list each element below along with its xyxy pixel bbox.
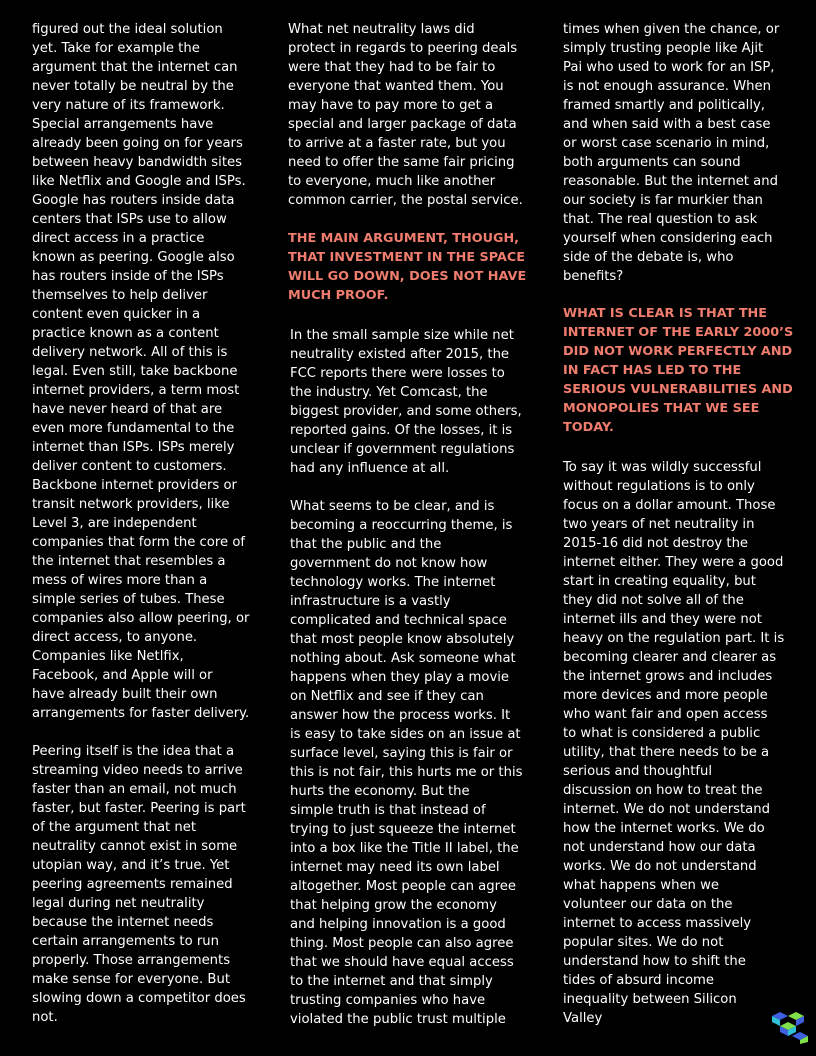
paragraph: What net neutrality laws did protect in regards to peering deals were that they had to be fair to everyone that wanted them. You may have to pay more to get a special and larger package of data to arrive at a faster rate, but you need to offer the same fair pricing to everyone, much like another common carrier, the postal service. (288, 22, 523, 208)
paragraph: Peering itself is the idea that a streaming video needs to arrive faster than an email, not much faster, but faster. Peering is part of the argument that net neutrality cannot exist in some utopian way, and it’s true. Yet peering agreements remained legal during net neutrality because the internet needs certain arrangements to run properly. Those arrangements make sense for everyone. But slowing down a competitor does not. (32, 744, 246, 1025)
pull-quote-heading: THE MAIN ARGUMENT, THOUGH, THAT INVESTMENT IN THE SPACE WILL GO DOWN, DOES NOT HAVE MUCH PROOF. (288, 231, 527, 303)
paragraph: To say it was wildly successful without regulations is to only focus on a dollar amount. Those two years of net neutrality in 2015-16 did not destroy the internet either. They were a good start in creating equality, but they did not solve all of the internet ills and they were not heavy on the regulation part. It is becoming clearer and clearer as the internet grows and includes more devices and more people who want fair and open access to what is considered a public utility, that there needs to be a serious and thoughtful discussion on how to treat the internet. We do not understand how the internet works. We do not understand how our data works. We do not understand what happens when we volunteer our data on the internet to access massively popular sites. We do not understand how to shift the tides of absurd income inequality between Silicon Valley (563, 460, 785, 1026)
cube-logo-icon (772, 1012, 808, 1044)
paragraph: figured out the ideal solution yet. Take for example the argument that the internet can never totally be neutral by the very nature of its framework. Special arrangements have already been going on for years between heavy bandwidth sites like Netflix and Google and ISPs. Google has routers inside data centers that ISPs use to allow direct access in a practice known as peering. Google also has routers inside of the ISPs themselves to help deliver content even quicker in a practice known as a content delivery network. All of this is legal. Even still, take backbone internet providers, a term most have never heard of that are even more fundamental to the internet than ISPs. ISPs merely deliver content to customers. Backbone internet providers or transit network providers, like Level 3, are independent companies that form the core of the internet that resembles a mess of wires more than a simple series of tubes. These companies also allow peering, or direct access, to anyone. Companies like Netlfix, Facebook, and Apple will or have already built their own arrangements for faster delivery. (32, 22, 250, 721)
paragraph: times when given the chance, or simply trusting people like Ajit Pai who used to work for an ISP, is not enough assurance. When framed smartly and politically, and when said with a best case or worst case scenario in mind, both arguments can sound reasonable. But the internet and our society is far murkier than that. The real question to ask yourself when considering each side of the debate is, who benefits? (563, 22, 780, 284)
pull-quote-heading: WHAT IS CLEAR IS THAT THE INTERNET OF THE EARLY 2000’S DID NOT WORK PERFECTLY AND IN FACT HAS LED TO THE SERIOUS VULNERABILITIES AND MONOPOLIES THAT WE SEE TODAY. (563, 306, 794, 435)
paragraph: What seems to be clear, and is becoming a reoccurring theme, is that the public and the government do not know how technology works. The internet infrastructure is a vastly complicated and technical space that most people know absolutely nothing about. Ask someone what happens when they play a movie on Netflix and see if they can answer how the process works. It is easy to take sides on an issue at surface level, saying this is fair or this is not fair, this hurts me or this hurts the economy. But the simple truth is that instead of trying to just squeeze the internet into a box like the Title II label, the internet may need its own label altogether. Most people can agree that helping grow the economy and helping innovation is a good thing. Most people can also agree that we should have equal access to the internet and that simply trusting companies who have violated the public trust multiple (290, 499, 523, 1027)
paragraph: In the small sample size while net neutrality existed after 2015, the FCC reports there were losses to the industry. Yet Comcast, the biggest provider, and some others, reported gains. Of the losses, it is unclear if government regulations had any influence at all. (290, 328, 522, 476)
